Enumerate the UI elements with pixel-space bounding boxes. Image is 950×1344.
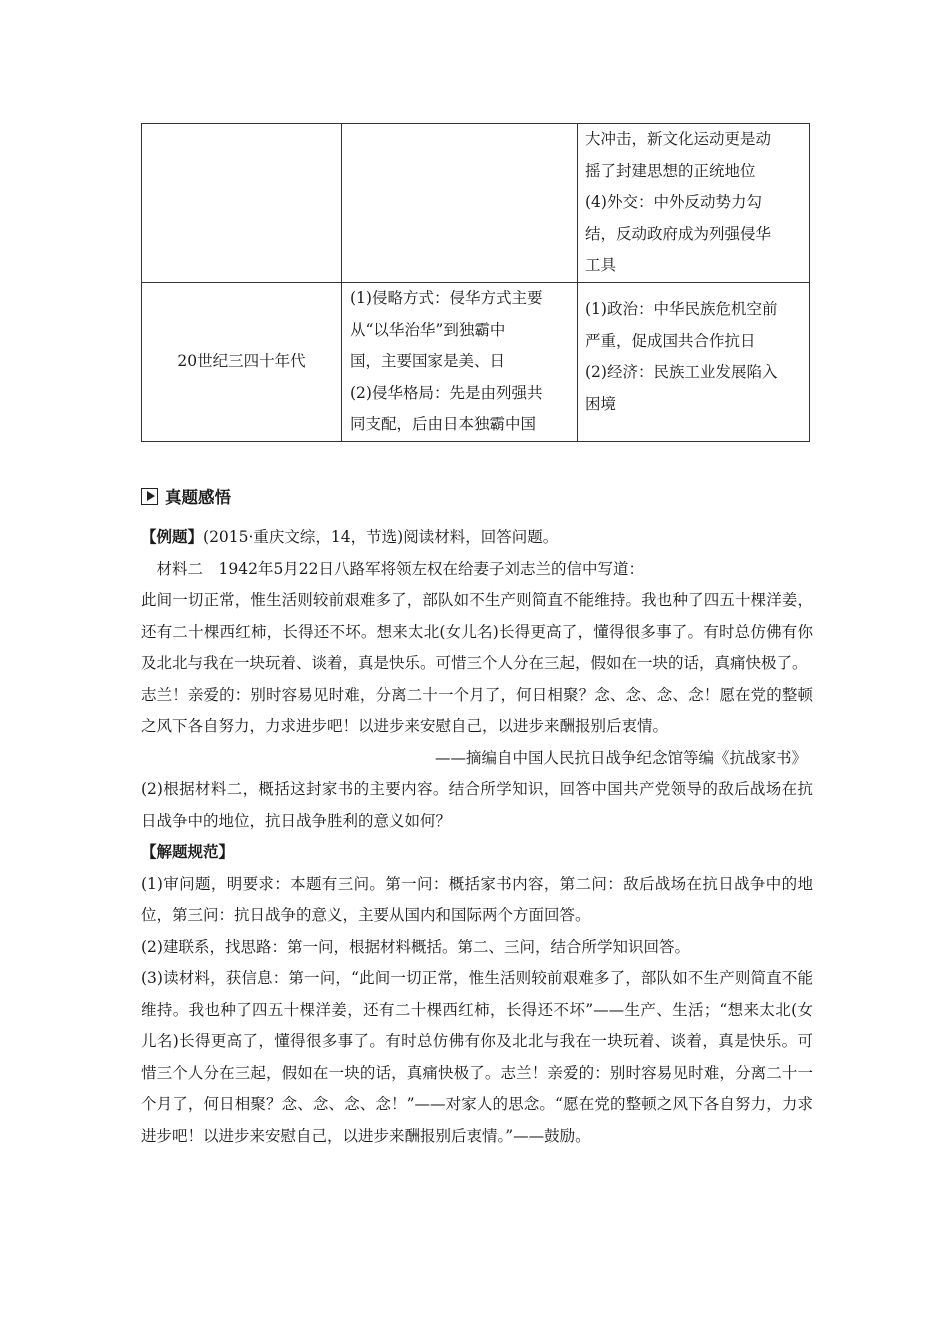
example-body bbox=[141, 522, 813, 1152]
solution-label: 【解题规范】 bbox=[141, 843, 235, 861]
material-intro: 材料二 1942年5月22日八路军将领左权在给妻子刘志兰的信中写道： bbox=[156, 559, 645, 578]
history-table bbox=[141, 123, 810, 442]
cell-line: 困境 bbox=[585, 394, 617, 413]
section-title: 真题感悟 bbox=[165, 488, 231, 507]
cell-lines bbox=[585, 283, 801, 420]
table-cell-impact bbox=[578, 283, 810, 442]
cell-line: 大冲击，新文化运动更是动 bbox=[585, 130, 772, 148]
example-header bbox=[141, 522, 813, 554]
table-cell-era bbox=[142, 124, 342, 283]
table-cell-impact bbox=[578, 124, 810, 283]
solution-step-2: (2)建联系，找思路：第一问，根据材料概括。第二、三问，结合所学知识回答。 bbox=[141, 937, 690, 956]
example-source: (2015·重庆文综，14，节选)阅读材料，回答问题。 bbox=[203, 528, 559, 546]
cell-lines bbox=[350, 283, 569, 441]
cell-line: (1)政治：中华民族危机空前 bbox=[585, 300, 778, 318]
cell-line: (2)经济：民族工业发展陷入 bbox=[585, 363, 778, 381]
table-cell-invasion bbox=[342, 124, 578, 283]
solution-step-3: (3)读材料，获信息：第一问，“此间一切正常，惟生活则较前艰难多了，部队如不生产则简直不能维持。我也种了四五十棵洋姜，还有二十棵西红柿，长得还不坏”——生产、生活；“想来太北(女儿名)长得更高了，懂得很多事了。有时总仿佛有你及北北与我在一块玩着、谈着，真是快乐。可惜三个人分在三起，假如在一块的话，真痛快极了。志兰！亲爱的：别时容易见时难，分离二十一个月了，何日相聚？念、念、念、念！”——对家人的思念。“愿在党的整顿之风下各自努力，力求进步吧！以进步来安慰自己，以进步来酬报别后衷情。”——鼓励。 bbox=[141, 969, 813, 1145]
cell-line: 工具 bbox=[585, 256, 617, 274]
letter-paragraph-1: 此间一切正常，惟生活则较前艰难多了，部队如不生产则简直不能维持。我也种了四五十棵洋姜，还有二十棵西红柿，长得还不坏。想来太北(女儿名)长得更高了，懂得很多事了。有时总仿佛有你及北北与我在一块玩着、谈着，真是快乐。可惜三个人分在三起，假如在一块的话，真痛快极了。 bbox=[141, 591, 813, 672]
cell-lines bbox=[585, 124, 801, 282]
cell-line: 摇了封建思想的正统地位 bbox=[585, 161, 756, 180]
cell-line: 同支配，后由日本独霸中国 bbox=[350, 415, 537, 433]
question: (2)根据材料二，概括这封家书的主要内容。结合所学知识，回答中国共产党领导的敌后战场在抗日战争中的地位，抗日战争胜利的意义如何？ bbox=[141, 780, 813, 830]
attribution: ——摘编自中国人民抗日战争纪念馆等编《抗战家书》 bbox=[434, 748, 807, 767]
cell-line: 严重，促成国共合作抗日 bbox=[585, 331, 756, 350]
solution-step-1: (1)审问题，明要求：本题有三问。第一问：概括家书内容，第二问：敌后战场在抗日战争中的地位，第三问：抗日战争的意义，主要从国内和国际两个方面回答。 bbox=[141, 874, 813, 924]
cell-line: 结，反动政府成为列强侵华 bbox=[585, 224, 772, 243]
cell-line: (2)侵华格局：先是由列强共 bbox=[350, 383, 543, 402]
cell-line: (1)侵略方式：侵华方式主要 bbox=[350, 289, 543, 307]
cell-line: 国，主要国家是美、日 bbox=[350, 352, 506, 370]
play-triangle-icon bbox=[141, 488, 158, 505]
cell-line: (4)外交：中外反动势力勾 bbox=[585, 193, 762, 211]
table-row bbox=[142, 124, 810, 283]
example-label: 【例题】 bbox=[141, 528, 204, 546]
table-cell-era: 20世纪三四十年代 bbox=[142, 283, 342, 442]
table-cell-invasion bbox=[342, 283, 578, 442]
letter-paragraph-2: 志兰！亲爱的：别时容易见时难，分离二十一个月了，何日相聚？念、念、念、念！愿在党的整顿之风下各自努力，力求进步吧！以进步来安慰自己，以进步来酬报别后衷情。 bbox=[141, 685, 813, 735]
section-heading bbox=[141, 484, 231, 508]
table-row bbox=[142, 283, 810, 442]
cell-line: 从“以华治华”到独霸中 bbox=[350, 320, 506, 339]
